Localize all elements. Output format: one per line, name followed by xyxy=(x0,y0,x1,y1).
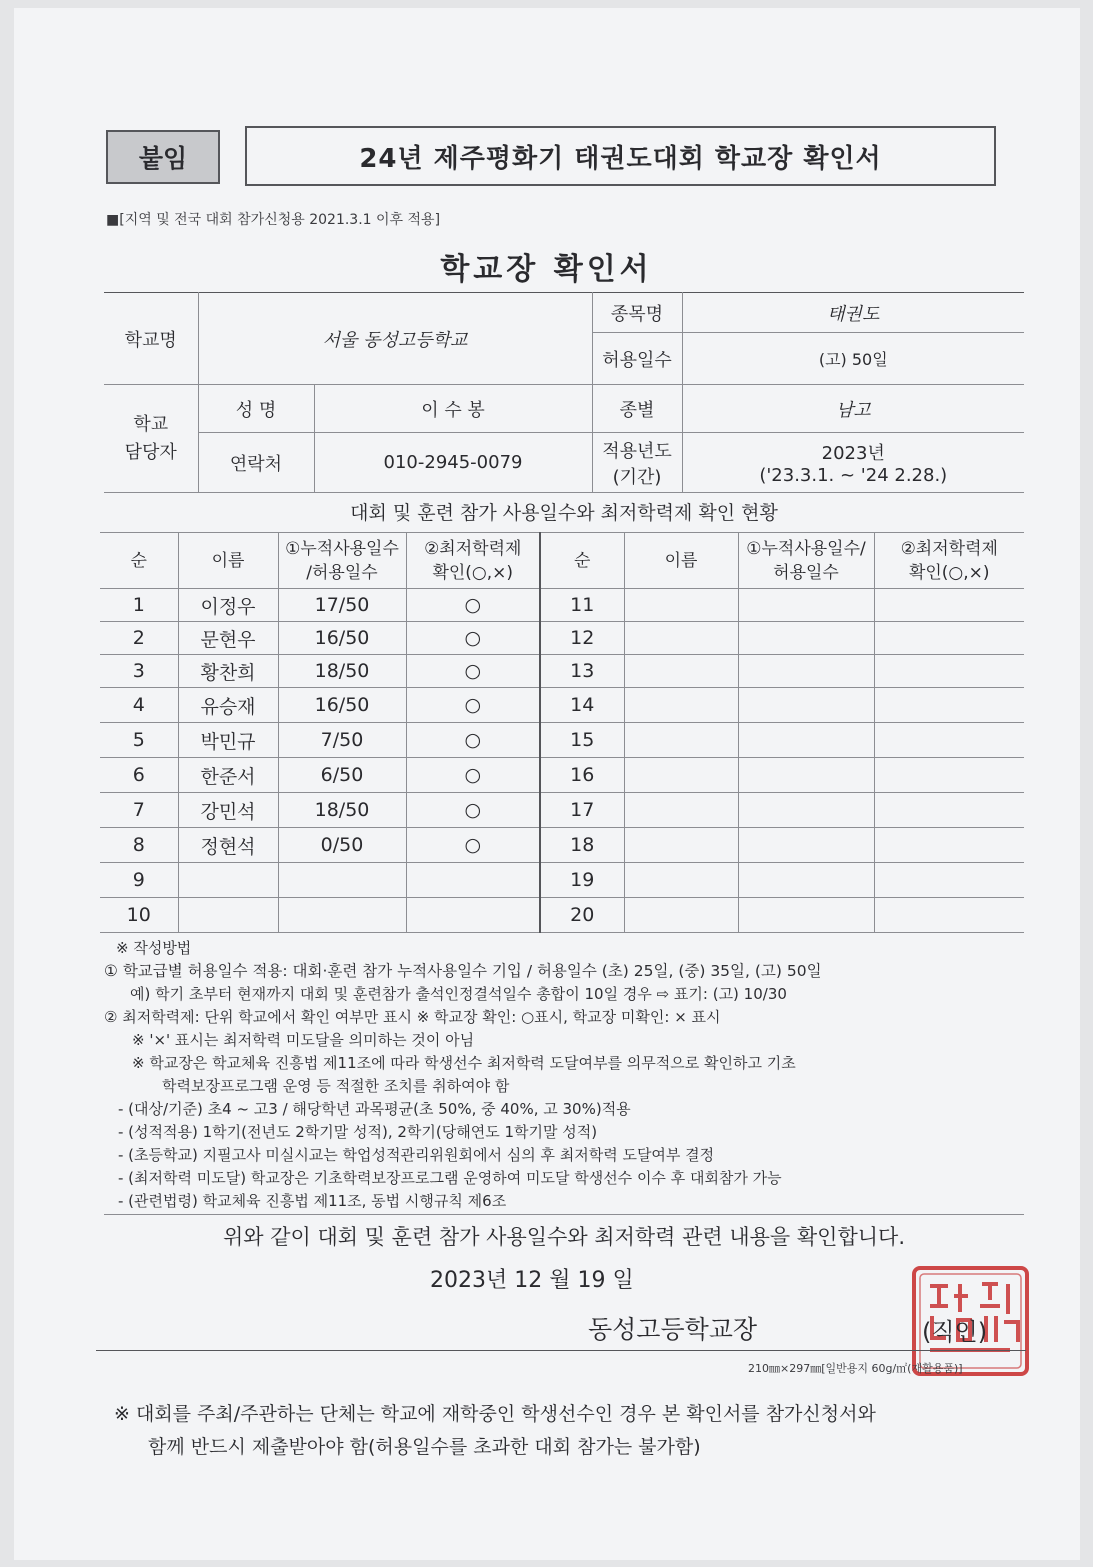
order-cell: 4 xyxy=(100,688,178,723)
table-row xyxy=(100,863,1024,898)
order-cell: 10 xyxy=(100,898,178,933)
academic-check-cell-right xyxy=(874,589,1024,622)
academic-check-cell-right xyxy=(874,688,1024,723)
table-row xyxy=(100,622,1024,655)
bottom-divider xyxy=(96,1350,1026,1351)
check-header-line1: ②최저학력제 xyxy=(424,538,522,559)
name-header: 이름 xyxy=(178,533,278,589)
year-label-line2: (기간) xyxy=(612,466,662,488)
roster-section-title: 대회 및 훈련 참가 사용일수와 최저학력제 확인 현황 xyxy=(104,492,1024,533)
gender-type-label: 종별 xyxy=(592,385,682,433)
player-name-cell xyxy=(178,863,278,898)
player-name-cell-right xyxy=(624,758,738,793)
sport-label: 종목명 xyxy=(592,293,682,333)
writing-method-notes xyxy=(104,937,1024,1213)
allowed-days-label: 허용일수 xyxy=(592,333,682,385)
player-name-cell-right xyxy=(624,723,738,758)
check-header-right-line2: 확인(○,×) xyxy=(908,562,990,583)
academic-check-cell xyxy=(406,863,540,898)
player-name-cell: 유승재 xyxy=(178,688,278,723)
days-used-cell: 17/50 xyxy=(278,589,406,622)
order-cell-right: 19 xyxy=(540,863,624,898)
days-header-line1: ①누적사용일수 xyxy=(285,538,399,559)
gender-type-value: 남고 xyxy=(682,385,1024,433)
check-header-line2: 확인(○,×) xyxy=(432,562,514,583)
table-row xyxy=(100,828,1024,863)
confirmation-date: 2023년 12 월 19 일 xyxy=(430,1268,634,1293)
order-cell: 7 xyxy=(100,793,178,828)
method-line-11: - (관련법령) 학교체육 진흥법 제11조, 동법 시행규칙 제6조 xyxy=(118,1192,507,1210)
academic-check-cell: ○ xyxy=(406,622,540,655)
phone-label: 연락처 xyxy=(198,433,314,493)
days-header-line2: /허용일수 xyxy=(306,562,378,583)
order-cell-right: 16 xyxy=(540,758,624,793)
roster-table xyxy=(100,532,1024,933)
contact-person-label: 학교 담당자 xyxy=(104,385,198,493)
notice-line-2: 함께 반드시 제출받아야 함(허용일수를 초과한 대회 참가는 불가함) xyxy=(148,1436,701,1458)
roster-header-row xyxy=(100,533,1024,589)
check-header-right xyxy=(874,533,1024,589)
player-name-cell xyxy=(178,898,278,933)
days-used-cell-right xyxy=(738,589,874,622)
year-label-line1: 적용년도 xyxy=(602,440,672,462)
days-header-right-line1: ①누적사용일수/ xyxy=(746,538,866,559)
order-cell: 8 xyxy=(100,828,178,863)
check-header xyxy=(406,533,540,589)
days-used-cell xyxy=(278,863,406,898)
days-used-cell: 0/50 xyxy=(278,828,406,863)
player-name-cell-right xyxy=(624,622,738,655)
order-cell-right: 13 xyxy=(540,655,624,688)
order-cell: 2 xyxy=(100,622,178,655)
order-header-right: 순 xyxy=(540,533,624,589)
method-line-8: - (성적적용) 1학기(전년도 2학기말 성적), 2학기(당해연도 1학기말 성적) xyxy=(118,1123,598,1141)
academic-check-cell-right xyxy=(874,723,1024,758)
player-name-cell-right xyxy=(624,863,738,898)
player-name-cell-right xyxy=(624,898,738,933)
method-line-9: - (초등학교) 지필고사 미실시교는 학업성적관리위원회에서 심의 후 최저학력 도달여부 결정 xyxy=(118,1146,715,1164)
method-line-10: - (최저학력 미도달) 학교장은 기초학력보장프로그램 운영하여 미도달 학생선수 이수 후 대회참가 가능 xyxy=(118,1169,782,1187)
table-row xyxy=(100,758,1024,793)
player-name-cell: 한준서 xyxy=(178,758,278,793)
days-used-cell-right xyxy=(738,828,874,863)
phone-value: 010-2945-0079 xyxy=(314,433,592,493)
academic-check-cell-right xyxy=(874,622,1024,655)
player-name-cell-right xyxy=(624,688,738,723)
order-cell-right: 20 xyxy=(540,898,624,933)
table-row xyxy=(100,688,1024,723)
order-header: 순 xyxy=(100,533,178,589)
academic-check-cell-right xyxy=(874,793,1024,828)
academic-check-cell: ○ xyxy=(406,723,540,758)
order-cell-right: 15 xyxy=(540,723,624,758)
player-name-cell-right xyxy=(624,655,738,688)
allowed-days-value: (고) 50일 xyxy=(682,333,1024,385)
paper-spec: 210㎜×297㎜[일반용지 60g/㎡(재활용품)] xyxy=(748,1362,963,1375)
method-line-5: ※ 학교장은 학교체육 진흥법 제11조에 따라 학생선수 최저학력 도달여부를 의무적으로 확인하고 기초 xyxy=(132,1054,796,1072)
player-name-cell: 황찬희 xyxy=(178,655,278,688)
player-name-cell: 이정우 xyxy=(178,589,278,622)
order-cell: 3 xyxy=(100,655,178,688)
table-row xyxy=(100,723,1024,758)
academic-check-cell: ○ xyxy=(406,589,540,622)
year-text: 2023년 xyxy=(821,443,885,464)
player-name-cell-right xyxy=(624,828,738,863)
days-used-cell-right xyxy=(738,758,874,793)
academic-check-cell: ○ xyxy=(406,688,540,723)
academic-check-cell-right xyxy=(874,828,1024,863)
player-name-cell: 박민규 xyxy=(178,723,278,758)
days-used-cell-right xyxy=(738,622,874,655)
days-used-cell: 6/50 xyxy=(278,758,406,793)
days-used-cell-right xyxy=(738,688,874,723)
academic-check-cell-right xyxy=(874,655,1024,688)
player-name-cell: 강민석 xyxy=(178,793,278,828)
table-row xyxy=(100,898,1024,933)
document-title: 24년 제주평화기 태권도대회 학교장 확인서 xyxy=(245,126,996,186)
method-line-2: 예) 학기 초부터 현재까지 대회 및 훈련참가 출석인정결석일수 총합이 10일 경우 ⇨ 표기: (고) 10/30 xyxy=(130,985,787,1003)
name-label: 성 명 xyxy=(198,385,314,433)
method-title: ※ 작성방법 xyxy=(116,939,192,957)
order-cell-right: 12 xyxy=(540,622,624,655)
school-name-value: 서울 동성고등학교 xyxy=(198,293,592,385)
order-cell-right: 18 xyxy=(540,828,624,863)
order-cell-right: 14 xyxy=(540,688,624,723)
academic-check-cell xyxy=(406,898,540,933)
check-header-right-line1: ②최저학력제 xyxy=(900,538,998,559)
days-used-cell-right xyxy=(738,863,874,898)
academic-check-cell-right xyxy=(874,758,1024,793)
sport-value: 태권도 xyxy=(682,293,1024,333)
school-info-table xyxy=(104,292,1024,493)
academic-check-cell-right xyxy=(874,863,1024,898)
days-used-cell-right xyxy=(738,898,874,933)
academic-check-cell-right xyxy=(874,898,1024,933)
submission-notice xyxy=(114,1398,876,1464)
academic-check-cell: ○ xyxy=(406,828,540,863)
period-text: ('23.3.1. ~ '24 2.28.) xyxy=(759,465,948,486)
year-value xyxy=(682,433,1024,493)
academic-check-cell: ○ xyxy=(406,655,540,688)
days-used-cell: 16/50 xyxy=(278,688,406,723)
days-used-cell-right xyxy=(738,793,874,828)
order-cell-right: 17 xyxy=(540,793,624,828)
page-title: 학교장 확인서 xyxy=(440,252,653,287)
player-name-cell-right xyxy=(624,589,738,622)
method-line-4: ※ '×' 표시는 최저학력 미도달을 의미하는 것이 아님 xyxy=(132,1031,475,1049)
table-row xyxy=(100,589,1024,622)
academic-check-cell: ○ xyxy=(406,793,540,828)
name-value: 이 수 봉 xyxy=(314,385,592,433)
days-used-cell xyxy=(278,898,406,933)
player-name-cell-right xyxy=(624,793,738,828)
order-cell: 6 xyxy=(100,758,178,793)
notice-line-1: ※ 대회를 주최/주관하는 단체는 학교에 재학중인 학생선수인 경우 본 확인서를 참가신청서와 xyxy=(114,1403,876,1425)
method-line-7: - (대상/기준) 초4 ~ 고3 / 해당학년 과목평균(초 50%, 중 40%, 고 30%)적용 xyxy=(118,1100,631,1118)
confirmation-statement: 위와 같이 대회 및 훈련 참가 사용일수와 최저학력 관련 내용을 확인합니다. xyxy=(104,1214,1024,1251)
year-label xyxy=(592,433,682,493)
days-header-right-line2: 허용일수 xyxy=(773,562,839,583)
attachment-label: 붙임 xyxy=(106,130,220,184)
method-line-6: 학력보장프로그램 운영 등 적절한 조치를 취하여야 함 xyxy=(162,1077,510,1095)
method-line-1: ① 학교급별 허용일수 적용: 대회·훈련 참가 누적사용일수 기입 / 허용일수 (초) 25일, (중) 35일, (고) 50일 xyxy=(104,962,822,980)
order-cell-right: 11 xyxy=(540,589,624,622)
academic-check-cell: ○ xyxy=(406,758,540,793)
applicability-note: ■[지역 및 전국 대회 참가신청용 2021.3.1 이후 적용] xyxy=(106,212,441,228)
order-cell: 9 xyxy=(100,863,178,898)
days-header-right xyxy=(738,533,874,589)
order-cell: 5 xyxy=(100,723,178,758)
days-used-cell: 18/50 xyxy=(278,793,406,828)
days-used-cell-right xyxy=(738,655,874,688)
seal-label: (직인) xyxy=(922,1318,988,1346)
order-cell: 1 xyxy=(100,589,178,622)
days-header xyxy=(278,533,406,589)
player-name-cell: 정현석 xyxy=(178,828,278,863)
days-used-cell: 18/50 xyxy=(278,655,406,688)
method-line-3: ② 최저학력제: 단위 학교에서 확인 여부만 표시 ※ 학교장 확인: ○표시, 학교장 미확인: × 표시 xyxy=(104,1008,721,1026)
table-row xyxy=(100,655,1024,688)
days-used-cell: 16/50 xyxy=(278,622,406,655)
table-row xyxy=(100,793,1024,828)
days-used-cell-right xyxy=(738,723,874,758)
school-name-label: 학교명 xyxy=(104,293,198,385)
signer-name: 동성고등학교장 xyxy=(588,1315,758,1344)
days-used-cell: 7/50 xyxy=(278,723,406,758)
player-name-cell: 문현우 xyxy=(178,622,278,655)
name-header-right: 이름 xyxy=(624,533,738,589)
